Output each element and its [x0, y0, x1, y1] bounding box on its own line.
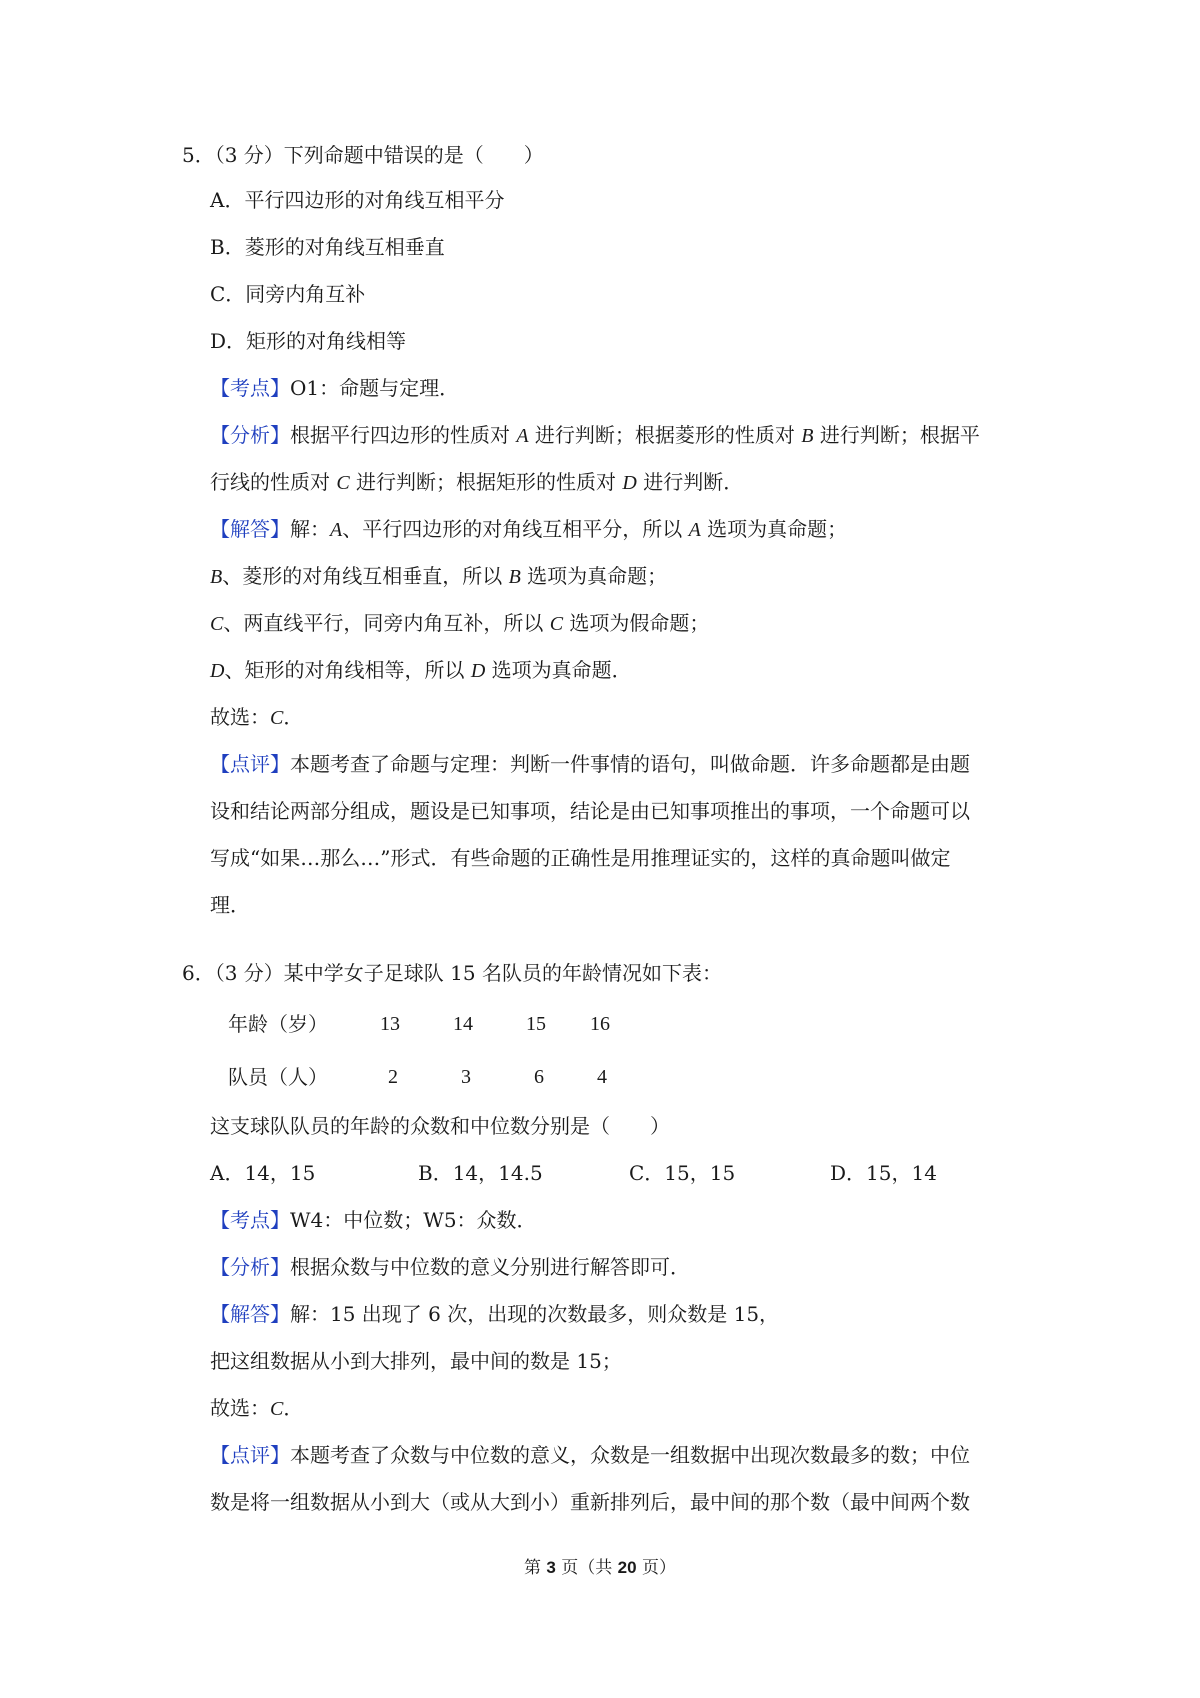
- q6-option-b: B．14，14.5: [418, 1161, 543, 1185]
- q5-stem: 5．（3 分）下列命题中错误的是（ ）: [182, 143, 544, 167]
- jieda-text: ．: [283, 1396, 304, 1420]
- var-c: C: [270, 707, 284, 729]
- q5-jieda-line4: [210, 655, 632, 686]
- q6-fenxi: [210, 1252, 690, 1282]
- q6-dianping-line2: 数是将一组数据从小到大（或从大到小）重新排列后，最中间的那个数（最中间两个数: [210, 1490, 970, 1514]
- var-b: B: [210, 566, 223, 588]
- kaodian-text: O1：命题与定理．: [290, 376, 460, 400]
- jieda-text: 选项为真命题．: [485, 658, 632, 682]
- q5-option-d: D．矩形的对角线相等: [210, 329, 407, 353]
- fenxi-text: 进行判断；根据矩形的性质对: [349, 470, 623, 494]
- q6-dianping-line1: [210, 1440, 970, 1470]
- dianping-tag: 【点评】: [210, 752, 290, 776]
- q5-fenxi-line2: [210, 467, 743, 498]
- fenxi-tag: 【分析】: [210, 1255, 290, 1279]
- var-d: D: [470, 660, 486, 682]
- jieda-text: 选项为真命题；: [520, 564, 668, 588]
- table-cell: 15: [526, 1013, 546, 1035]
- var-c: C: [210, 613, 224, 635]
- footer-text: 第: [523, 1558, 547, 1578]
- q5-dianping-line4: 理．: [210, 893, 250, 917]
- page-total: 20: [617, 1558, 637, 1577]
- q5-option-b: B．菱形的对角线互相垂直: [210, 235, 445, 259]
- var-c: C: [336, 472, 350, 494]
- q6-option-c: C．15，15: [629, 1161, 736, 1185]
- table-cell: 6: [534, 1066, 544, 1088]
- jieda-text: 、平行四边形的对角线互相平分，所以: [342, 517, 689, 541]
- q5-option-a: A．平行四边形的对角线互相平分: [210, 188, 505, 212]
- q5-dianping-line3: 写成“如果…那么…”形式．有些命题的正确性是用推理证实的，这样的真命题叫做定: [210, 846, 951, 870]
- fenxi-text: 根据众数与中位数的意义分别进行解答即可．: [290, 1255, 690, 1279]
- jieda-text: 解：15 出现了 6 次，出现的次数最多，则众数是 15，: [290, 1302, 780, 1326]
- jieda-text: ．: [283, 705, 304, 729]
- q5-fenxi-line1: [210, 420, 980, 451]
- jieda-text: 故选：: [210, 705, 270, 729]
- q6-option-d: D．15，14: [830, 1161, 937, 1185]
- q6-kaodian: [210, 1205, 537, 1235]
- q6-jieda-line2: 把这组数据从小到大排列，最中间的数是 15；: [210, 1349, 622, 1373]
- jieda-text: 、矩形的对角线相等，所以: [224, 658, 471, 682]
- dianping-text: 本题考查了命题与定理：判断一件事情的语句，叫做命题．许多命题都是由题: [290, 752, 970, 776]
- table-cell: 13: [380, 1013, 400, 1035]
- table-cell: 3: [461, 1066, 471, 1088]
- jieda-tag: 【解答】: [210, 517, 290, 541]
- jieda-tag: 【解答】: [210, 1302, 290, 1326]
- var-b: B: [508, 566, 521, 588]
- dianping-tag: 【点评】: [210, 1443, 290, 1467]
- table-row-count-label: 队员（人）: [228, 1065, 328, 1089]
- var-d: D: [622, 472, 637, 494]
- var-a: A: [330, 519, 343, 541]
- table-cell: 2: [388, 1066, 398, 1088]
- var-b: B: [801, 425, 814, 447]
- footer-text: 页（共: [555, 1558, 618, 1578]
- q5-dianping-line2: 设和结论两部分组成，题设是已知事项，结论是由已知事项推出的事项，一个命题可以: [210, 799, 970, 823]
- q5-dianping-line1: [210, 749, 970, 779]
- kaodian-text: W4：中位数；W5：众数．: [290, 1208, 537, 1232]
- q5-jieda-line3: [210, 608, 709, 639]
- fenxi-text: 行线的性质对: [210, 470, 337, 494]
- jieda-text: 、菱形的对角线互相垂直，所以: [222, 564, 509, 588]
- fenxi-text: 进行判断；根据菱形的性质对: [528, 423, 802, 447]
- q5-jieda-line1: [210, 514, 847, 545]
- dianping-text: 本题考查了众数与中位数的意义，众数是一组数据中出现次数最多的数；中位: [290, 1443, 970, 1467]
- jieda-text: 选项为假命题；: [563, 611, 710, 635]
- jieda-text: 故选：: [210, 1396, 270, 1420]
- q6-jieda-line3: [210, 1393, 303, 1424]
- q5-jieda-line2: [210, 561, 667, 592]
- q5-jieda-line5: [210, 702, 303, 733]
- var-a: A: [688, 519, 701, 541]
- footer-text: 页）: [636, 1558, 676, 1578]
- table-cell: 16: [590, 1013, 610, 1035]
- fenxi-text: 进行判断；根据平: [813, 423, 980, 447]
- page-number: 3: [546, 1558, 556, 1577]
- jieda-text: 、两直线平行，同旁内角互补，所以: [223, 611, 550, 635]
- q6-question: 这支球队队员的年龄的众数和中位数分别是（ ）: [210, 1114, 670, 1138]
- fenxi-text: 根据平行四边形的性质对: [290, 423, 517, 447]
- table-cell: 14: [453, 1013, 473, 1035]
- fenxi-text: 进行判断．: [636, 470, 744, 494]
- fenxi-tag: 【分析】: [210, 423, 290, 447]
- kaodian-tag: 【考点】: [210, 376, 290, 400]
- q6-jieda-line1: [210, 1299, 779, 1329]
- page-footer: [0, 1556, 1200, 1580]
- var-d: D: [210, 660, 225, 682]
- jieda-text: 解：: [290, 517, 330, 541]
- q6-stem: 6．（3 分）某中学女子足球队 15 名队员的年龄情况如下表：: [182, 961, 722, 985]
- jieda-text: 选项为真命题；: [700, 517, 848, 541]
- table-cell: 4: [597, 1066, 607, 1088]
- q5-option-c: C．同旁内角互补: [210, 282, 366, 306]
- q6-option-a: A．14，15: [210, 1161, 316, 1185]
- q5-kaodian: [210, 373, 459, 403]
- kaodian-tag: 【考点】: [210, 1208, 290, 1232]
- var-a: A: [516, 425, 529, 447]
- var-c: C: [270, 1398, 284, 1420]
- table-row-age-label: 年龄（岁）: [228, 1012, 328, 1036]
- var-c: C: [549, 613, 564, 635]
